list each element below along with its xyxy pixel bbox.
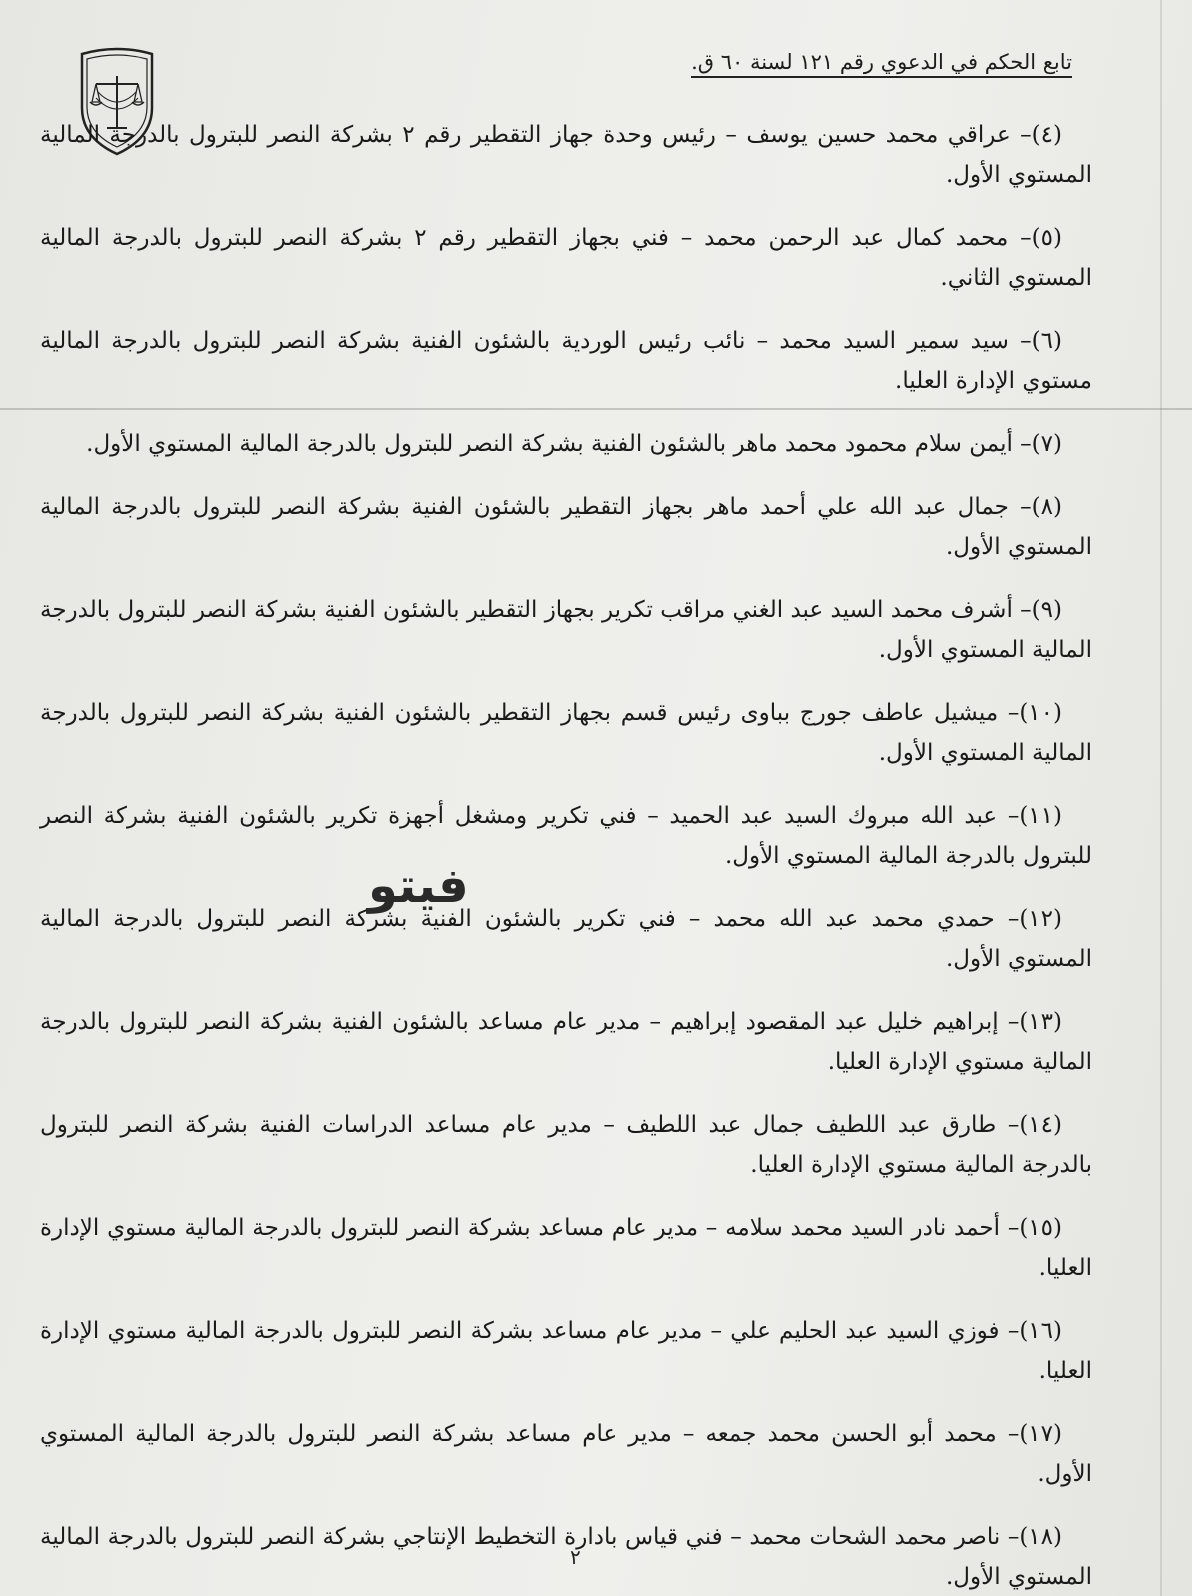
entry-text: فوزي السيد عبد الحليم علي – مدير عام مساعد بشركة النصر للبترول بالدرجة المالية مستوي الإدارة العليا. bbox=[40, 1318, 1092, 1384]
entry-text: ميشيل عاطف جورج بباوى رئيس قسم بجهاز التقطير بالشئون الفنية بشركة النصر للبترول بالدرجة المالية المستوي الأول. bbox=[40, 700, 1092, 766]
list-item bbox=[40, 1105, 1092, 1185]
document-header: تابع الحكم في الدعوي رقم ١٢١ لسنة ٦٠ ق. bbox=[691, 50, 1072, 78]
entry-text: عبد الله مبروك السيد عبد الحميد – فني تكرير ومشغل أجهزة تكرير بالشئون الفنية بشركة النصر للبترول بالدرجة المالية المستوي الأول. bbox=[40, 803, 1092, 869]
list-item bbox=[40, 1002, 1092, 1082]
entry-text: سيد سمير السيد محمد – نائب رئيس الوردية بالشئون الفنية بشركة النصر للبترول بالدرجة المالية مستوي الإدارة العليا. bbox=[40, 328, 1092, 394]
entry-number: (١٧)– bbox=[1007, 1421, 1062, 1447]
entry-text: إبراهيم خليل عبد المقصود إبراهيم – مدير عام مساعد بالشئون الفنية بشركة النصر للبترول بالدرجة المالية مستوي الإدارة العليا. bbox=[40, 1009, 1092, 1075]
list-item bbox=[40, 1208, 1092, 1288]
entry-text: حمدي محمد عبد الله محمد – فني تكرير بالشئون الفنية بشركة النصر للبترول بالدرجة المالية المستوي الأول. bbox=[40, 906, 1092, 972]
entry-number: (٥)– bbox=[1020, 225, 1062, 251]
entry-number: (٧)– bbox=[1020, 431, 1062, 457]
list-item bbox=[40, 424, 1092, 464]
list-item bbox=[40, 487, 1092, 567]
list-item bbox=[40, 115, 1092, 195]
page-number: ٢ bbox=[570, 1545, 581, 1569]
entry-number: (١١)– bbox=[1007, 803, 1062, 829]
entry-text: ناصر محمد الشحات محمد – فني قياس بادارة التخطيط الإنتاجي بشركة النصر للبترول بالدرجة المالية المستوي الأول. bbox=[40, 1524, 1092, 1590]
entry-number: (١٢)– bbox=[1007, 906, 1062, 932]
list-item bbox=[40, 218, 1092, 298]
list-item bbox=[40, 899, 1092, 979]
entry-number: (٤)– bbox=[1020, 122, 1062, 148]
entry-text: جمال عبد الله علي أحمد ماهر بجهاز التقطير بالشئون الفنية بشركة النصر للبترول بالدرجة المالية المستوي الأول. bbox=[40, 494, 1092, 560]
entry-number: (١٣)– bbox=[1007, 1009, 1062, 1035]
entry-text: عراقي محمد حسين يوسف – رئيس وحدة جهاز التقطير رقم ٢ بشركة النصر للبترول بالدرجة المالية المستوي الأول. bbox=[40, 122, 1092, 188]
entry-number: (١٦)– bbox=[1007, 1318, 1062, 1344]
entry-number: (٨)– bbox=[1020, 494, 1062, 520]
entry-text: محمد كمال عبد الرحمن محمد – فني بجهاز التقطير رقم ٢ بشركة النصر للبترول بالدرجة المالية المستوي الثاني. bbox=[40, 225, 1092, 291]
list-item bbox=[40, 1414, 1092, 1494]
list-item bbox=[40, 693, 1092, 773]
entry-number: (١٥)– bbox=[1007, 1215, 1062, 1241]
entry-text: طارق عبد اللطيف جمال عبد اللطيف – مدير عام مساعد الدراسات الفنية بشركة النصر للبترول بالدرجة المالية مستوي الإدارة العليا. bbox=[40, 1112, 1092, 1178]
entry-text: أحمد نادر السيد محمد سلامه – مدير عام مساعد بشركة النصر للبترول بالدرجة المالية مستوي الإدارة العليا. bbox=[40, 1215, 1092, 1281]
entry-number: (١٨)– bbox=[1007, 1524, 1062, 1550]
list-item bbox=[40, 590, 1092, 670]
entry-text: محمد أبو الحسن محمد جمعه – مدير عام مساعد بشركة النصر للبترول بالدرجة المالية المستوي الأول. bbox=[40, 1421, 1092, 1487]
entry-number: (٩)– bbox=[1020, 597, 1062, 623]
publisher-watermark: فيتو bbox=[368, 858, 469, 914]
entry-number: (١٤)– bbox=[1007, 1112, 1062, 1138]
entries-list bbox=[40, 92, 1092, 1596]
list-item bbox=[40, 321, 1092, 401]
list-item bbox=[40, 796, 1092, 876]
list-item bbox=[40, 1517, 1092, 1596]
entry-number: (١٠)– bbox=[1007, 700, 1062, 726]
entry-text: أيمن سلام محمود محمد ماهر بالشئون الفنية بشركة النصر للبترول بالدرجة المالية المستوي الأول. bbox=[86, 431, 1021, 457]
entry-text: أشرف محمد السيد عبد الغني مراقب تكرير بجهاز التقطير بالشئون الفنية بشركة النصر للبترول بالدرجة المالية المستوي الأول. bbox=[40, 597, 1092, 663]
paper-edge-line bbox=[1160, 0, 1162, 1596]
entry-number: (٦)– bbox=[1020, 328, 1062, 354]
list-item bbox=[40, 1311, 1092, 1391]
